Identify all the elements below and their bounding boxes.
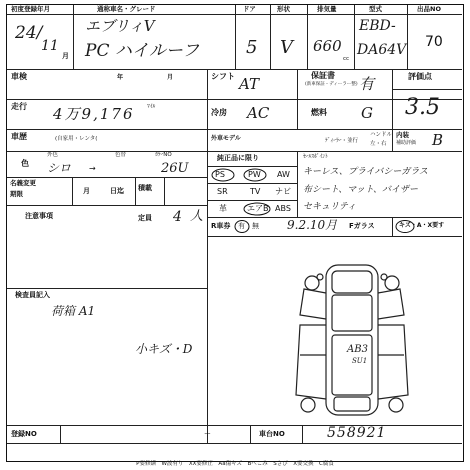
grade: PC ハイルーフ [85,41,199,61]
sales-point-3: セキュリティ [303,202,357,212]
r-yes-circle [233,218,251,234]
grid-line [7,205,207,206]
grid-line [250,425,251,443]
grid-line [7,69,462,70]
fuel-value: G [361,104,373,122]
capacity-value: 4 [173,209,182,225]
equip-sr: SR [217,187,228,196]
warranty-value: 有 [359,75,375,93]
grid-line [73,5,74,69]
grid-line [392,217,393,236]
mileage-label: 走行 [11,102,27,111]
chassis-value: 558921 [327,425,387,441]
sales-point-1: キーレス、プライバシーガラス [303,167,428,177]
grid-line [164,177,165,205]
damage-code: AB3 [347,344,368,355]
grid-line [207,69,208,443]
grid-line [72,177,73,205]
load-label: 積載 [138,184,152,192]
rep-color-label: 色替 [115,152,127,158]
grid-line [60,425,61,443]
ac-value: AC [247,104,270,122]
chassis-label: 車台NO [259,430,285,438]
door-label: ドア [243,5,256,13]
equip-pw: PW [248,170,261,179]
f-glass-options: キズ・A・X要す [399,222,445,229]
interior-sub: 補助評価 [396,140,417,146]
sales-points-label: ｾｰﾙｽﾎﾟｲﾝﾄ [303,154,328,160]
grid-line [307,5,308,69]
equip-abs: ABS [275,204,291,213]
grid-line [7,443,462,444]
lot-number: 70 [425,34,443,50]
footer-legend: P要修繕 W波有り XX要修正 Aa傷キズ Bへこみ Sさび X要交換 C腐食 [136,461,334,467]
model-code-1: EBD- [359,18,396,34]
grid-line [407,5,408,69]
genuine-label: 純正品に限り [217,154,259,162]
rating-label: 評価点 [408,72,432,81]
lot-label: 出品NO [417,5,441,13]
equip-tv: TV [250,187,261,196]
deadline-month: 月 [83,187,90,195]
grid-line [297,151,298,217]
shape-value: V [280,37,293,58]
shaken-label: 車検 [11,72,27,81]
grid-line [270,5,271,69]
r-inspection-label: R車券 [211,222,231,230]
capacity-label: 定員 [138,214,152,222]
grid-line [297,69,298,129]
doors-value: 5 [246,37,258,58]
equipment-circles [207,166,297,217]
grid-line [207,236,462,237]
r-yes: 有 [238,222,245,230]
color-value: シロ [47,161,72,175]
capacity-unit: 人 [190,209,204,224]
handle-label: ハンドル [370,132,393,138]
mileage-value: 4万9,176 [53,105,135,123]
model-code-2: DA64V [357,42,407,58]
grid-line [392,89,462,90]
deadline-label: 期限 [10,190,23,198]
deadline-day: 日迄 [110,187,124,195]
grid-line [7,129,462,130]
auction-sheet [6,4,464,462]
sales-point-2: 布シート、マット、バイザー [303,185,419,195]
mileage-unit: ﾏｲﾙ [147,104,156,110]
grid-line [235,5,236,69]
equip-ps: PS [215,170,225,179]
grid-line [354,5,355,69]
month-unit: 月 [62,52,69,60]
r-value: 9.2.10月 [287,218,338,232]
grid-line [7,151,462,152]
equip-aw: AW [277,170,290,179]
damage-sub: SU1 [352,357,368,365]
interior-label: 内装 [396,131,409,139]
grid-line [7,425,462,426]
equip-leather: 革 [219,204,227,213]
orig-color-label: 外色 [47,152,59,158]
inspector-note-1: 荷箱 A1 [51,304,96,318]
inspector-note-2: 小キズ・D [135,342,193,356]
shape-label: 形状 [277,5,290,13]
fuel-label: 燃料 [311,108,327,117]
cc-unit: cc [343,56,350,62]
shift-label: シフト [211,72,235,81]
f-glass-label: Fガラス [349,222,375,230]
grid-line [135,177,136,205]
color-label: 色 [21,159,29,168]
shift-value: AT [239,75,260,93]
inspector-label: 検査員記入 [15,291,50,299]
r-no: 無 [252,222,259,230]
name-grade-label: 通称車名・グレード [97,5,156,13]
equip-airbag: エアB [247,204,269,213]
name-change-label: 名義変更 [10,179,36,187]
first-reg-label: 初度登録年月 [11,5,50,13]
history-options: (自家用・レンタ( [55,136,98,142]
rating-value: 3.5 [405,95,440,120]
grid-line [392,69,393,151]
reg-no-dash: ー [204,430,211,438]
ac-label: 冷房 [211,108,227,117]
f-glass-circle [394,218,416,234]
grid-line [302,425,303,443]
ext-model-label: 外車モデル [211,135,241,142]
equip-navi: ナビ [275,187,291,196]
displacement-label: 排気量 [317,5,337,13]
notes-label: 注意事項 [25,212,53,220]
warranty-label: 保証書 [311,71,335,80]
shaken-month-label: 月 [167,74,174,81]
displacement-value: 660 [313,37,342,55]
model-label: 型式 [369,5,382,13]
grid-line [7,99,462,100]
warranty-sub: (新車保証・ディーラー整) [305,82,358,87]
color-no-value: 26U [161,161,189,176]
color-arrow: → [89,164,96,173]
reg-no-label: 登録NO [11,430,37,438]
grid-line [7,288,207,289]
shaken-year-label: 年 [117,74,124,81]
color-no-label: ｶﾗｰNO [155,152,172,158]
car-name: エブリィV [85,17,155,35]
car-body-diagram [282,255,422,423]
handle-value: 左・右 [370,141,387,147]
interior-value: B [432,131,444,149]
grid-line [7,177,207,178]
history-label: 車歴 [11,132,27,141]
first-reg-month: 11 [41,38,59,54]
first-reg-year: 24/ [15,23,43,43]
dealer-label: ﾃﾞｨｰﾗｰ・並行 [325,138,359,144]
